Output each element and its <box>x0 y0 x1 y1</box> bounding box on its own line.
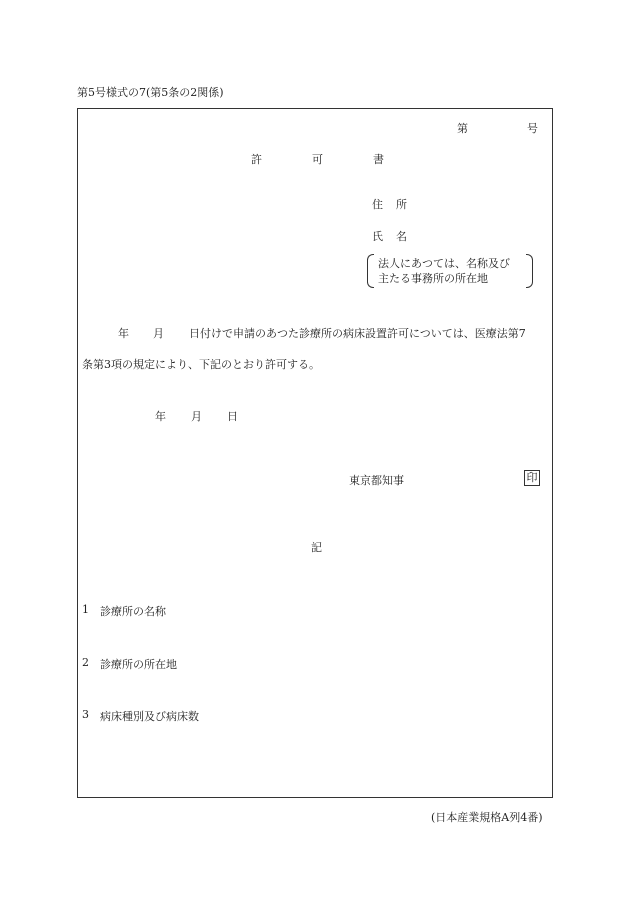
seal-mark: 印 <box>524 470 540 486</box>
corporate-note-line1: 法人にあつては、名称及び <box>378 257 510 270</box>
issue-year: 年 <box>155 410 166 423</box>
item-2-number: 2 <box>82 656 89 669</box>
ki-heading: 記 <box>311 541 322 554</box>
item-3-number: 3 <box>82 708 89 721</box>
issue-day: 日 <box>227 410 238 423</box>
form-frame <box>77 108 553 798</box>
name-label-2: 名 <box>396 230 407 243</box>
item-1-label: 診療所の名称 <box>100 605 166 618</box>
title-char-3: 書 <box>373 153 384 166</box>
issue-month: 月 <box>191 410 202 423</box>
item-3-label: 病床種別及び病床数 <box>100 710 199 723</box>
address-label-1: 住 <box>372 198 383 211</box>
body-month: 月 <box>153 327 164 340</box>
body-line2: 条第3項の規定により、下記のとおり許可する。 <box>82 358 320 371</box>
footer-note: (日本産業規格A列4番) <box>431 811 543 824</box>
right-bracket <box>526 254 533 288</box>
corporate-note-text <box>378 256 510 286</box>
issuer: 東京都知事 <box>349 474 404 487</box>
item-1-number: 1 <box>82 603 89 616</box>
form-number: 第5号様式の7(第5条の2関係) <box>77 86 224 99</box>
name-label-1: 氏 <box>372 230 383 243</box>
body-line1: 日付けで申請のあつた診療所の病床設置許可については、医療法第7 <box>189 327 526 340</box>
corporate-note-line2: 主たる事務所の所在地 <box>378 272 488 285</box>
item-2-label: 診療所の所在地 <box>100 658 177 671</box>
address-label-2: 所 <box>396 198 407 211</box>
corporate-note <box>367 254 533 288</box>
title-char-1: 許 <box>251 153 262 166</box>
doc-number-go: 号 <box>527 122 538 135</box>
left-bracket <box>367 254 374 288</box>
doc-number-dai: 第 <box>457 122 468 135</box>
title-char-2: 可 <box>312 153 323 166</box>
body-year: 年 <box>118 327 129 340</box>
